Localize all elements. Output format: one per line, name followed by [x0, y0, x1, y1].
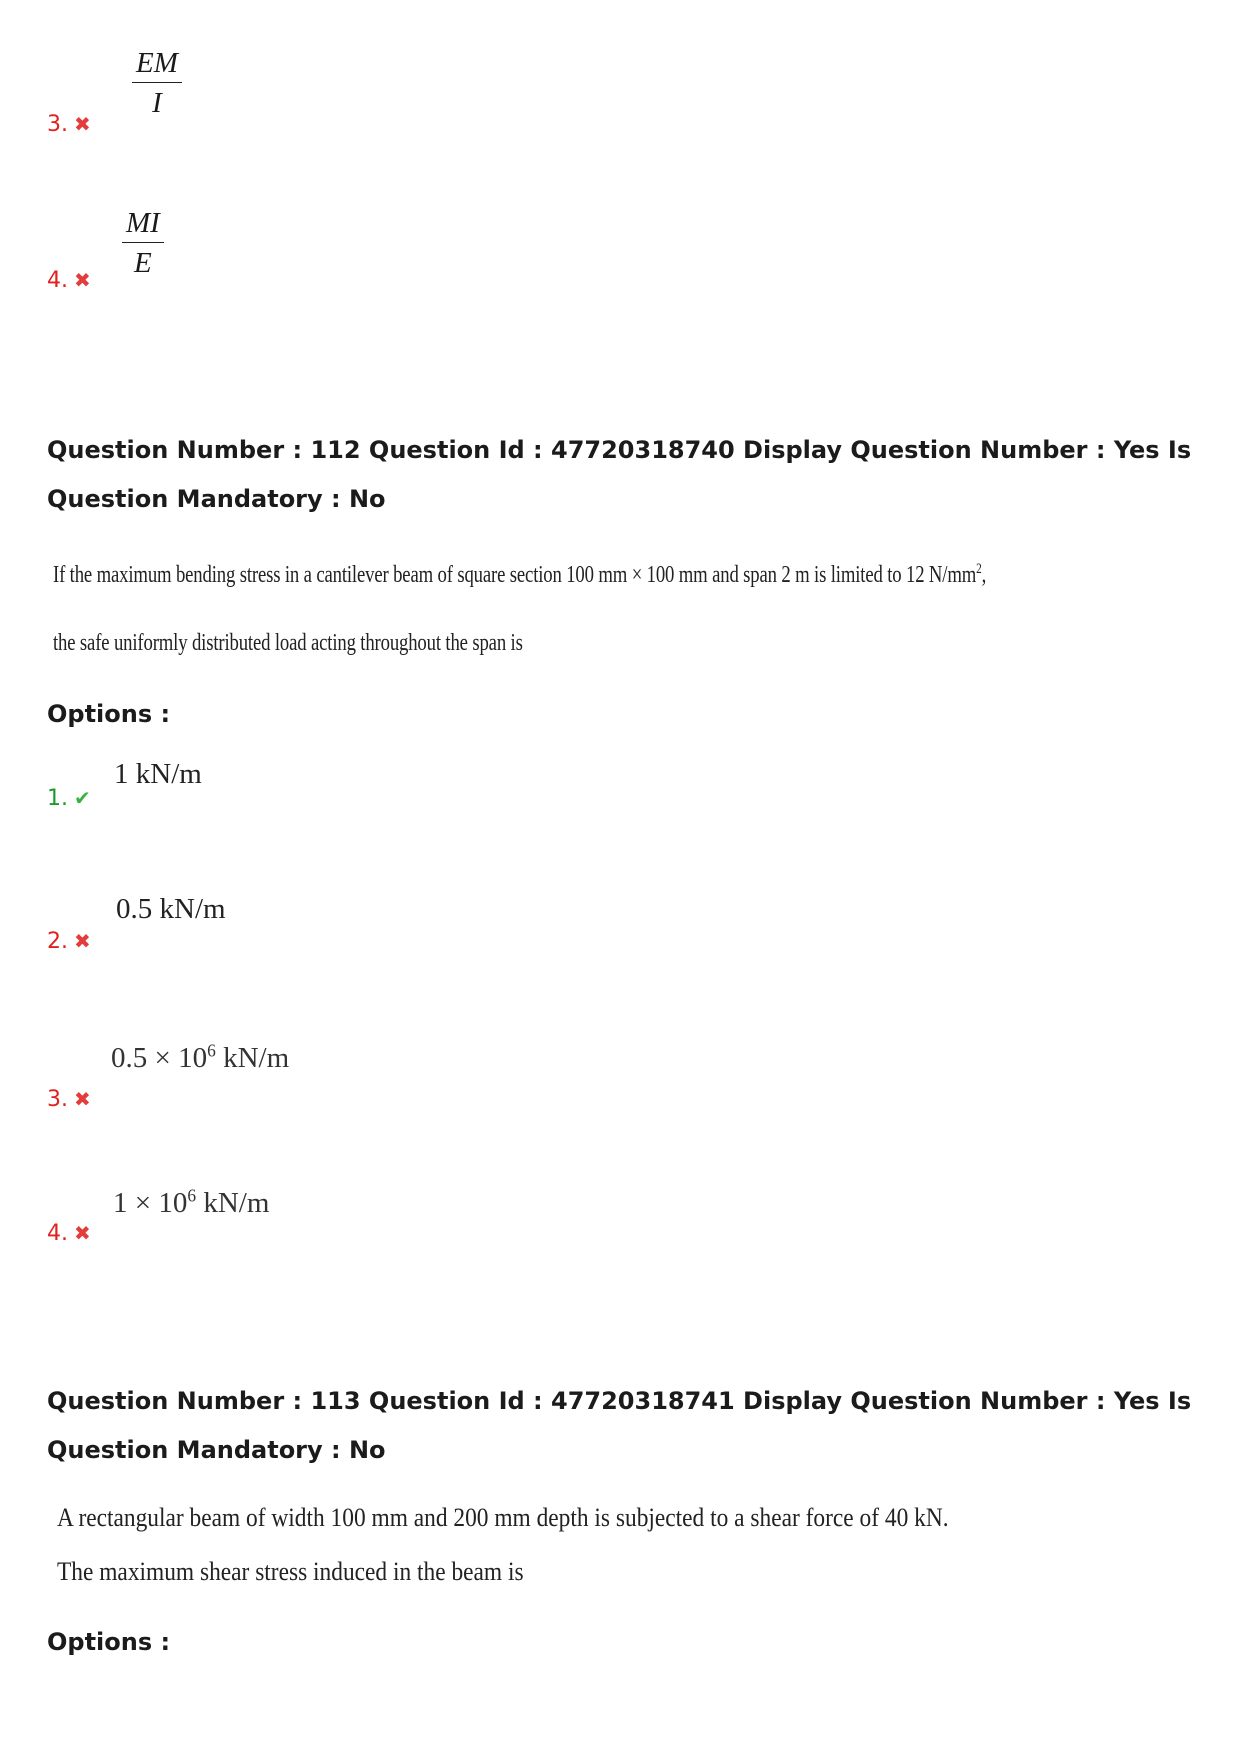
cross-mark-icon: ✖	[74, 1087, 91, 1111]
cross-mark-icon: ✖	[74, 268, 91, 292]
question-113-stem-line2: The maximum shear stress induced in the beam is	[57, 1557, 524, 1586]
formula-denominator: E	[134, 247, 152, 279]
option-exponent: 6	[207, 1040, 216, 1061]
option-number: 3.	[47, 112, 68, 137]
formula-numerator: EM	[132, 44, 182, 83]
cross-mark-icon: ✖	[74, 112, 91, 136]
option-number: 4.	[47, 1221, 68, 1246]
option-number: 2.	[47, 929, 68, 954]
option-unit: kN/m	[215, 1042, 290, 1074]
question-112-options-label: Options :	[47, 700, 171, 728]
question-113-options-label: Options :	[47, 1628, 171, 1656]
question-112-stem-line2: the safe uniformly distributed load acting throughout the span is	[53, 630, 523, 656]
question-112-option-2-value: 0.5 kN/m	[116, 893, 226, 925]
question-112-option-1	[47, 786, 91, 811]
stem-text: If the maximum bending stress in a cantilever beam of square section 100 mm × 100 mm and span 2 m is limited to 12 N/mm	[53, 562, 977, 588]
cross-mark-icon: ✖	[74, 929, 91, 953]
question-113-header: Question Number : 113 Question Id : 47720318741 Display Question Number : Yes Is Question Mandatory : No	[47, 1387, 1192, 1464]
option-number: 3.	[47, 1087, 68, 1112]
question-112-option-1-value: 1 kN/m	[114, 758, 202, 790]
prev-option-3	[47, 112, 91, 137]
question-112-option-2	[47, 929, 91, 954]
formula-denominator: I	[152, 87, 162, 119]
cross-mark-icon: ✖	[74, 1221, 91, 1245]
option-number: 4.	[47, 268, 68, 293]
option-exponent: 6	[187, 1185, 197, 1206]
stem-superscript: 2	[976, 561, 982, 577]
question-112-header: Question Number : 112 Question Id : 47720318740 Display Question Number : Yes Is Question Mandatory : No	[47, 436, 1192, 513]
question-112-option-4	[47, 1221, 91, 1246]
prev-option-4-formula	[122, 204, 164, 283]
prev-option-4	[47, 268, 91, 293]
check-mark-icon: ✔	[74, 786, 91, 810]
option-base: 0.5 × 10	[111, 1042, 208, 1074]
option-unit: kN/m	[196, 1187, 270, 1219]
question-112-stem-line1	[53, 562, 986, 589]
stem-text-end: ,	[981, 562, 987, 588]
formula-numerator: MI	[122, 204, 164, 243]
question-113-stem-line1: A rectangular beam of width 100 mm and 200 mm depth is subjected to a shear force of 40 kN.	[57, 1503, 949, 1532]
option-base: 1 × 10	[113, 1187, 188, 1219]
option-number: 1.	[47, 786, 68, 811]
prev-option-3-formula	[132, 44, 182, 123]
question-112-option-3	[47, 1087, 91, 1112]
question-112-option-3-value	[111, 1042, 289, 1075]
question-112-option-4-value	[113, 1187, 269, 1220]
